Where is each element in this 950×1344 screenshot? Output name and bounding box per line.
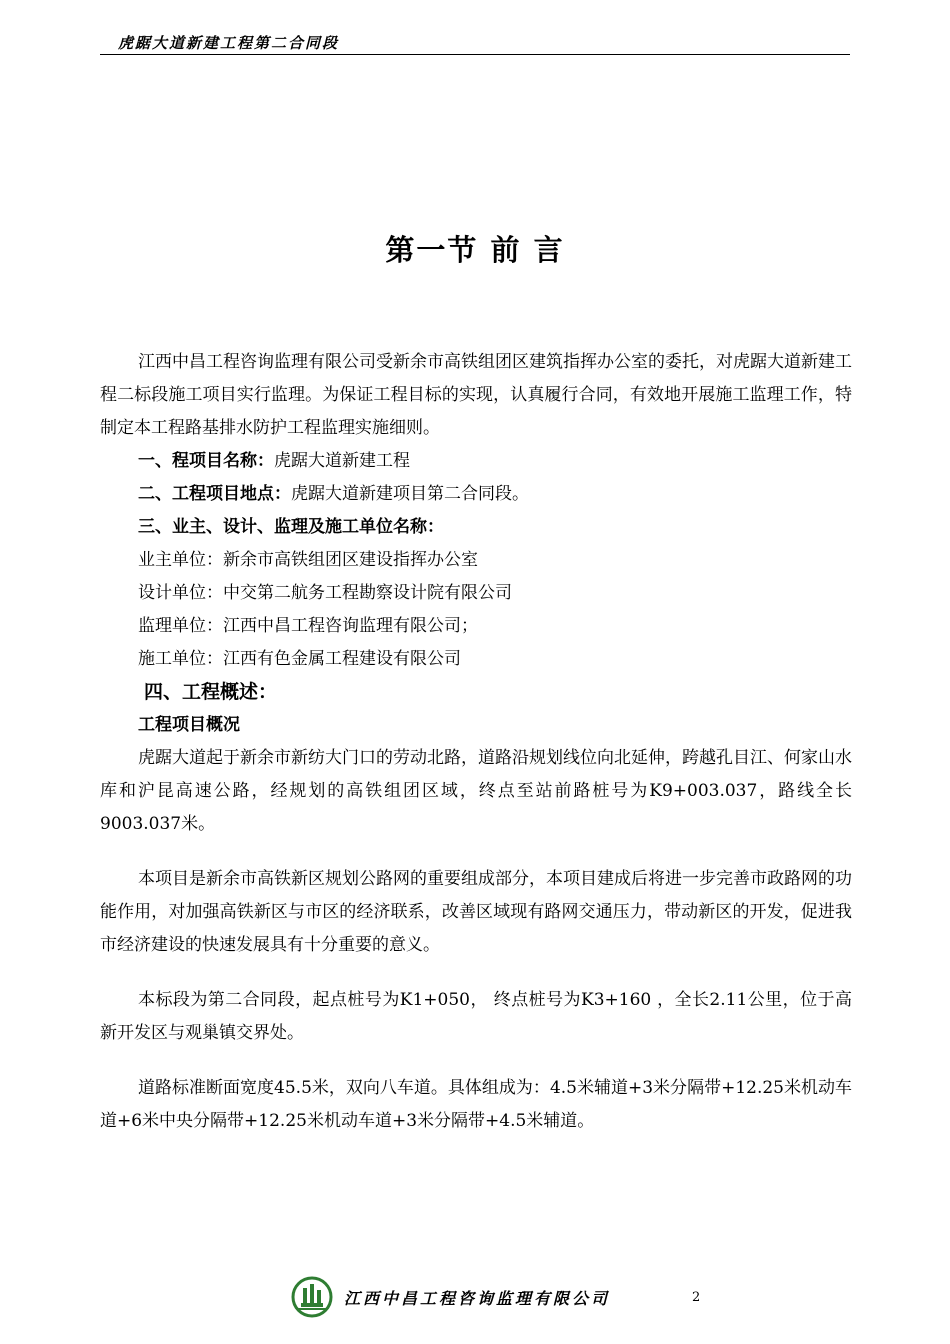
footer-company-name: 江西中昌工程咨询监理有限公司 <box>344 1289 611 1308</box>
company-logo-icon <box>291 1276 333 1318</box>
document-body <box>100 346 852 1138</box>
overview-heading: 四、工程概述： <box>144 681 278 703</box>
owner-unit: 业主单位：新余市高铁组团区建设指挥办公室 <box>138 550 478 570</box>
location-line <box>100 478 852 511</box>
project-name-label: 一、程项目名称： <box>138 451 274 471</box>
page-number: 2 <box>692 1290 701 1305</box>
project-name-value: 虎踞大道新建工程 <box>274 451 410 471</box>
intro-paragraph: 江西中昌工程咨询监理有限公司受新余市高铁组团区建筑指挥办公室的委托，对虎踞大道新建工程二标段施工项目实行监理。为保证工程目标的实现，认真履行合同，有效地开展施工监理工作，特制定本工程路基排水防护工程监理实施细则。 <box>100 352 852 438</box>
location-value: 虎踞大道新建项目第二合同段。 <box>291 484 529 504</box>
header-title: 虎踞大道新建工程第二合同段 <box>118 34 340 52</box>
overview-paragraph-section: 本标段为第二合同段，起点桩号为K1+050， 终点桩号为K3+160 ，全长2.11公里，位于高新开发区与观巢镇交界处。 <box>100 990 852 1043</box>
overview-paragraph-significance: 本项目是新余市高铁新区规划公路网的重要组成部分，本项目建成后将进一步完善市政路网的功能作用，对加强高铁新区与市区的经济联系，改善区域现有路网交通压力，带动新区的开发，促进我市经济建设的快速发展具有十分重要的意义。 <box>100 869 852 955</box>
supervision-unit: 监理单位：江西中昌工程咨询监理有限公司； <box>138 616 478 636</box>
units-heading: 三、业主、设计、监理及施工单位名称： <box>138 517 444 537</box>
project-name-line <box>100 445 852 478</box>
overview-paragraph-route: 虎踞大道起于新余市新纺大门口的劳动北路，道路沿规划线位向北延伸，跨越孔目江、何家山水库和沪昆高速公路，经规划的高铁组团区域，终点至站前路桩号为K9+003.037，路线全长9003.037米。 <box>100 748 852 834</box>
overview-paragraph-crosssection: 道路标准断面宽度45.5米，双向八车道。具体组成为：4.5米辅道+3米分隔带+12.25米机动车道+6米中央分隔带+12.25米机动车道+3米分隔带+4.5米辅道。 <box>100 1078 852 1131</box>
overview-subheading: 工程项目概况 <box>138 715 240 735</box>
header-divider <box>100 54 850 55</box>
section-title: 第一节 前 言 <box>385 233 565 267</box>
location-label: 二、工程项目地点： <box>138 484 291 504</box>
design-unit: 设计单位：中交第二航务工程勘察设计院有限公司 <box>138 583 512 603</box>
construction-unit: 施工单位：江西有色金属工程建设有限公司 <box>138 649 461 669</box>
